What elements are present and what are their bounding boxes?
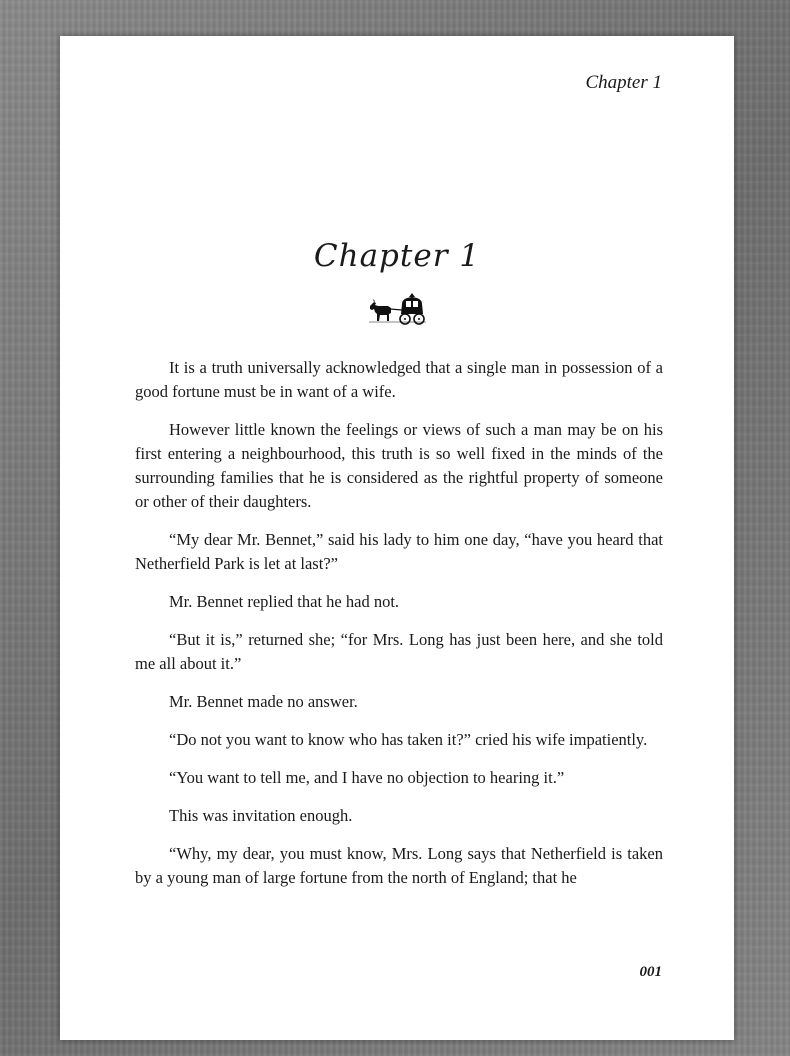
running-header: Chapter 1: [585, 72, 662, 93]
paragraph: However little known the feelings or views of such a man may be on his first entering a neighbourhood, this truth is so well fixed in the minds of the surrounding families that he is considered as the rightful property of someone or other of their daughters.: [135, 420, 663, 511]
chapter-body: [135, 356, 663, 904]
horse-carriage-icon: [366, 292, 430, 326]
page-number: 001: [639, 964, 662, 980]
paragraph: Mr. Bennet replied that he had not.: [169, 592, 400, 611]
paragraph: “But it is,” returned she; “for Mrs. Long has just been here, and she told me all about it.”: [135, 630, 663, 673]
book-page: [60, 36, 734, 1040]
paragraph: This was invitation enough.: [169, 806, 353, 825]
paragraph: “My dear Mr. Bennet,” said his lady to him one day, “have you heard that Netherfield Park is let at last?”: [135, 530, 663, 573]
paragraph: “Why, my dear, you must know, Mrs. Long says that Netherfield is taken by a young man of large fortune from the north of England; that he: [135, 844, 663, 887]
paragraph: Mr. Bennet made no answer.: [169, 692, 358, 711]
paragraph: “You want to tell me, and I have no objection to hearing it.”: [169, 768, 565, 787]
paragraph: “Do not you want to know who has taken it?” cried his wife impatiently.: [169, 730, 648, 749]
paragraph: It is a truth universally acknowledged that a single man in possession of a good fortune must be in want of a wife.: [135, 358, 663, 401]
chapter-title: Chapter 1: [313, 238, 481, 274]
